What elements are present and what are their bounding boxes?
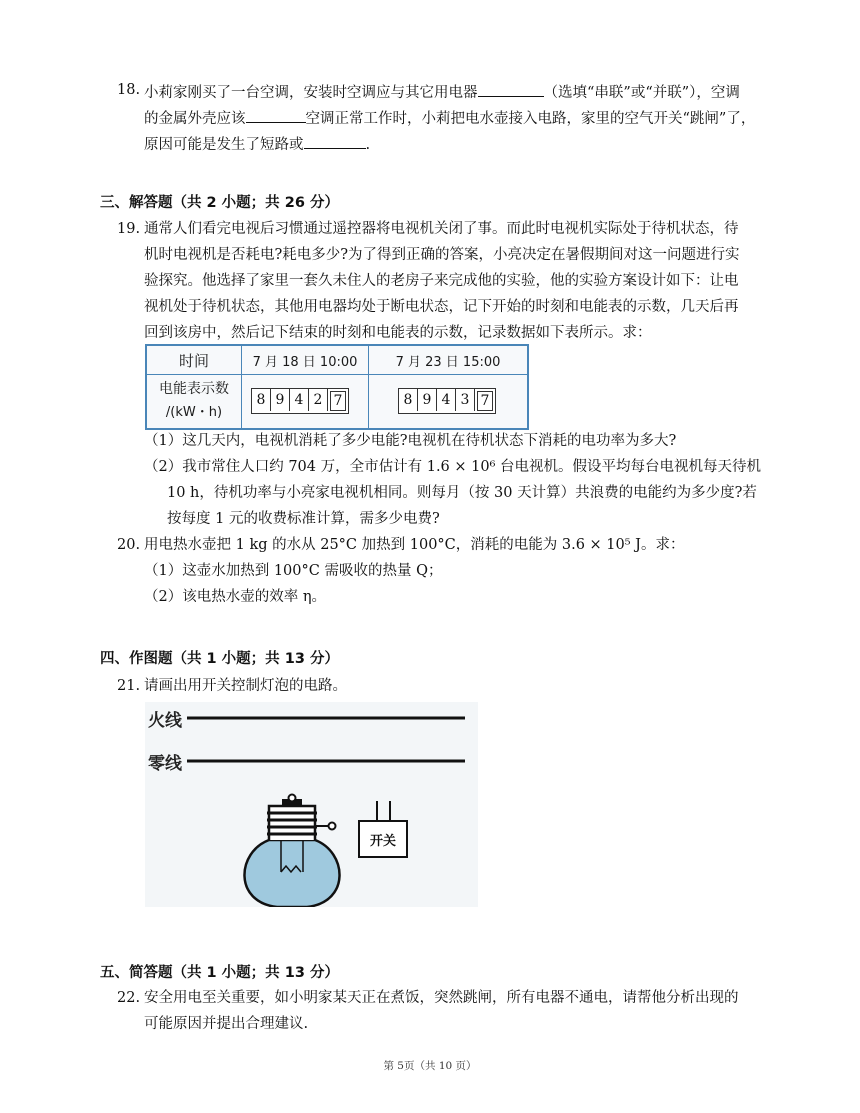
q18-line-1 <box>144 80 740 103</box>
q19-line-3: 验探究。他选择了家里一套久未住人的老房子来完成他的实验，他的实验方案设计如下：让电 <box>144 273 739 289</box>
meter-table-time-label: 时间 <box>178 352 209 370</box>
end-decimal-digit: 7 <box>477 391 493 411</box>
q20-number: 20. <box>117 537 141 553</box>
q20-line: 用电热水壶把 1 kg 的水从 25°C 加热到 100°C，消耗的电能为 3.6 × 10⁵ J。求： <box>144 537 685 553</box>
q18-line-2 <box>144 106 755 129</box>
q18-text-1a: 小莉家刚买了一台空调，安装时空调应与其它用电器 <box>144 85 478 101</box>
page-footer: 第 5页（共 10 页） <box>383 1060 477 1072</box>
q18-text-3a: 原因可能是发生了短路或 <box>144 137 304 153</box>
q18-text-1b: （选填“串联”或“并联”），空调 <box>543 85 740 101</box>
q20-subquestion-2: （2）该电热水壶的效率 η。 <box>144 589 327 605</box>
q19-line-1: 通常人们看完电视后习惯通过遥控器将电视机关闭了事。而此时电视机实际处于待机状态，待 <box>144 221 739 237</box>
section-5-heading: 五、简答题（共 1 小题；共 13 分） <box>100 965 339 981</box>
q19-subquestion-2-line-1: （2）我市常住人口约 704 万，全市估计有 1.6 × 10⁶ 台电视机。假设平均每台电视机每天待机 <box>144 459 762 475</box>
section-3-heading: 三、解答题（共 2 小题；共 26 分） <box>100 195 339 211</box>
q19-line-4: 视机处于待机状态，其他用电器均处于断电状态，记下开始的时刻和电能表的示数，几天后再 <box>144 299 739 315</box>
q19-number: 19. <box>117 221 141 237</box>
meter-table-start-time: 7 月 18 日 10:00 <box>252 355 358 370</box>
meter-table-end-time: 7 月 23 日 15:00 <box>395 355 501 370</box>
q18-blank-3[interactable] <box>304 132 366 149</box>
live-wire-label: 火线 <box>148 711 182 731</box>
q20-subquestion-1: （1）这壶水加热到 100°C 需吸收的热量 Q； <box>144 563 443 579</box>
meter-table-reading-label: 电能表示数 <box>159 381 229 397</box>
q22-number: 22. <box>117 990 141 1006</box>
start-decimal-digit: 7 <box>330 391 346 411</box>
q18-line-3 <box>144 132 370 155</box>
meter-table-unit-label: /(kW・h) <box>165 405 223 420</box>
end-digit: 4 <box>437 389 456 411</box>
q21-line: 请画出用开关控制灯泡的电路。 <box>144 678 347 694</box>
end-digit: 9 <box>418 389 437 411</box>
circuit-figure <box>145 702 478 907</box>
q18-number: 18. <box>117 82 141 98</box>
neutral-wire-label: 零线 <box>148 754 182 774</box>
q18-blank-2[interactable] <box>246 106 306 123</box>
q19-subquestion-2-line-3: 按每度 1 元的收费标准计算，需多少电费? <box>167 511 440 527</box>
q21-number: 21. <box>117 678 141 694</box>
q22-line-1: 安全用电至关重要，如小明家某天正在煮饭，突然跳闸，所有电器不通电，请帮他分析出现的 <box>144 990 739 1006</box>
meter-table <box>145 344 529 430</box>
start-meter-digits <box>251 388 349 414</box>
start-digit: 2 <box>309 389 328 411</box>
circuit-drawing <box>145 702 478 907</box>
q18-text-2a: 的金属外壳应该 <box>144 111 246 127</box>
q18-text-2b: 空调正常工作时，小莉把电水壶接入电路，家里的空气开关“跳闸”了， <box>305 111 756 127</box>
q19-subquestion-2-line-2: 10 h，待机功率与小亮家电视机相同。则每月（按 30 天计算）共浪费的电能约为多少度?若 <box>167 485 757 501</box>
q19-subquestion-1: （1）这几天内，电视机消耗了多少电能?电视机在待机状态下消耗的电功率为多大? <box>144 433 677 449</box>
q18-blank-1[interactable] <box>478 80 544 97</box>
switch-label: 开关 <box>369 834 396 849</box>
light-bulb-icon[interactable] <box>244 795 339 908</box>
q22-line-2: 可能原因并提出合理建议. <box>144 1016 309 1032</box>
end-meter-digits <box>398 388 496 414</box>
section-4-heading: 四、作图题（共 1 小题；共 13 分） <box>100 651 339 667</box>
end-digit: 8 <box>399 389 418 411</box>
q19-line-5: 回到该房中，然后记下结束的时刻和电能表的示数，记录数据如下表所示。求： <box>144 325 652 341</box>
q19-line-2: 机时电视机是否耗电?耗电多少?为了得到正确的答案，小亮决定在暑假期间对这一问题进行实 <box>144 247 740 263</box>
q18-text-3b: . <box>365 137 371 153</box>
start-digit: 4 <box>290 389 309 411</box>
end-digit: 3 <box>456 389 475 411</box>
start-digit: 8 <box>252 389 271 411</box>
start-digit: 9 <box>271 389 290 411</box>
